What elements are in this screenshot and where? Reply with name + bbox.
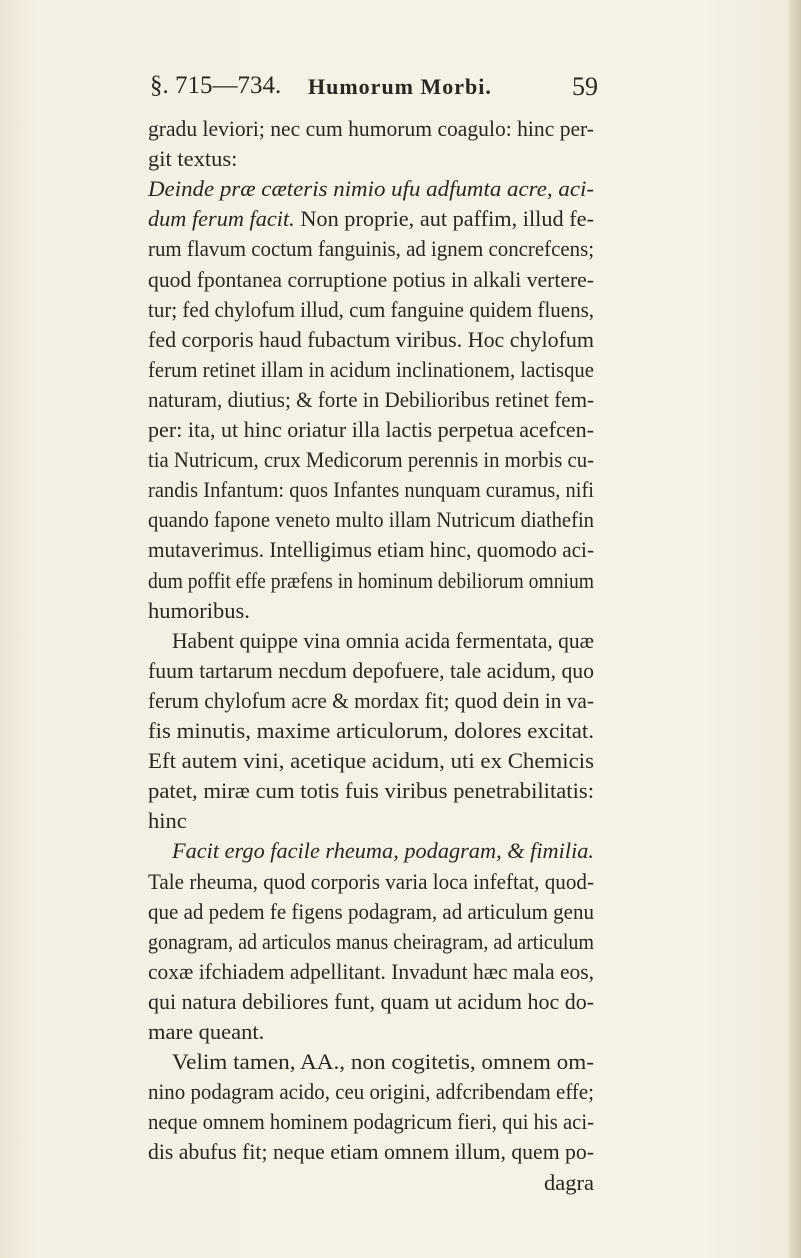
text-line: Tale rheuma, quod corporis varia loca infeftat, quod- bbox=[148, 868, 594, 894]
text-line: patet, miræ cum totis fuis viribus penetrabilitatis: bbox=[148, 778, 594, 804]
text-line: tur; fed chylofum illud, cum fanguine quidem fluens, bbox=[148, 296, 594, 322]
section-reference: §. 715—734. bbox=[150, 72, 282, 99]
text-line: mutaverimus. Intelligimus etiam hinc, quomodo aci- bbox=[148, 537, 594, 563]
text-line: quod fpontanea corruptione potius in alkali vertere- bbox=[148, 266, 594, 292]
text-line: fis minutis, maxime articulorum, dolores excitat. bbox=[148, 718, 594, 743]
text-line: tia Nutricum, crux Medicorum perennis in morbis cu- bbox=[148, 447, 594, 473]
text-line: dum poffit effe præfens in hominum debiliorum omnium bbox=[148, 567, 594, 593]
text-line: hinc bbox=[148, 808, 187, 834]
text-line: naturam, diutius; & forte in Debilioribus retinet fem- bbox=[148, 386, 594, 412]
text-line: que ad pedem fe figens podagram, ad articulum genu bbox=[148, 898, 594, 924]
text-line: neque omnem hominem podagricum fieri, qui his aci- bbox=[148, 1109, 594, 1135]
text-line: coxæ ifchiadem adpellitant. Invadunt hæc mala eos, bbox=[148, 958, 594, 984]
text-line: git textus: bbox=[148, 146, 238, 172]
text-line: Deinde præ cæteris nimio ufu adfumta acre, aci- bbox=[148, 176, 594, 202]
text-line: nino podagram acido, ceu origini, adfcribendam effe; bbox=[148, 1079, 594, 1105]
text-line: humoribus. bbox=[148, 597, 250, 623]
text-line bbox=[148, 204, 594, 234]
page-number: 59 bbox=[572, 72, 598, 101]
italic-phrase: dum ferum facit. bbox=[148, 206, 295, 232]
text-line: Velim tamen, AA., non cogitetis, omnem om- bbox=[172, 1049, 594, 1075]
text-line: Habent quippe vina omnia acida fermentata, quæ bbox=[172, 627, 594, 653]
text-line: fuum tartarum necdum depofuere, tale acidum, quo bbox=[148, 657, 594, 683]
text-line: mare queant. bbox=[148, 1019, 265, 1044]
text-line: ferum chylofum acre & mordax fit; quod dein in va- bbox=[148, 687, 594, 713]
text-line: qui natura debiliores funt, quam ut acidum hoc do- bbox=[148, 988, 594, 1014]
text-line: per: ita, ut hinc oriatur illa lactis perpetua acefcen- bbox=[148, 417, 594, 442]
text-line: fed corporis haud fubactum viribus. Hoc chylofum bbox=[148, 326, 594, 352]
text-line: randis Infantum: quos Infantes nunquam curamus, nifi bbox=[148, 477, 594, 503]
text-line: ferum retinet illam in acidum inclinationem, lactisque bbox=[148, 356, 594, 382]
text-line: gonagram, ad articulos manus cheiragram, ad articulum bbox=[148, 928, 594, 954]
text-line: Eft autem vini, acetique acidum, uti ex Chemicis bbox=[148, 748, 594, 774]
text-line: rum flavum coctum fanguinis, ad ignem concrefcens; bbox=[148, 236, 594, 262]
text-line: dis abufus fit; neque etiam omnem illum, quem po- bbox=[148, 1139, 594, 1165]
running-title: Humorum Morbi. bbox=[308, 74, 492, 99]
catchword: dagra bbox=[544, 1169, 594, 1195]
text-line: gradu leviori; nec cum humorum coagulo: hinc per- bbox=[148, 116, 594, 141]
text-line: quando fapone veneto multo illam Nutricum diathefin bbox=[148, 507, 594, 533]
text-line: Facit ergo facile rheuma, podagram, & fimilia. bbox=[172, 838, 594, 864]
roman-phrase: Non proprie, aut paffim, illud fe- bbox=[294, 206, 594, 232]
